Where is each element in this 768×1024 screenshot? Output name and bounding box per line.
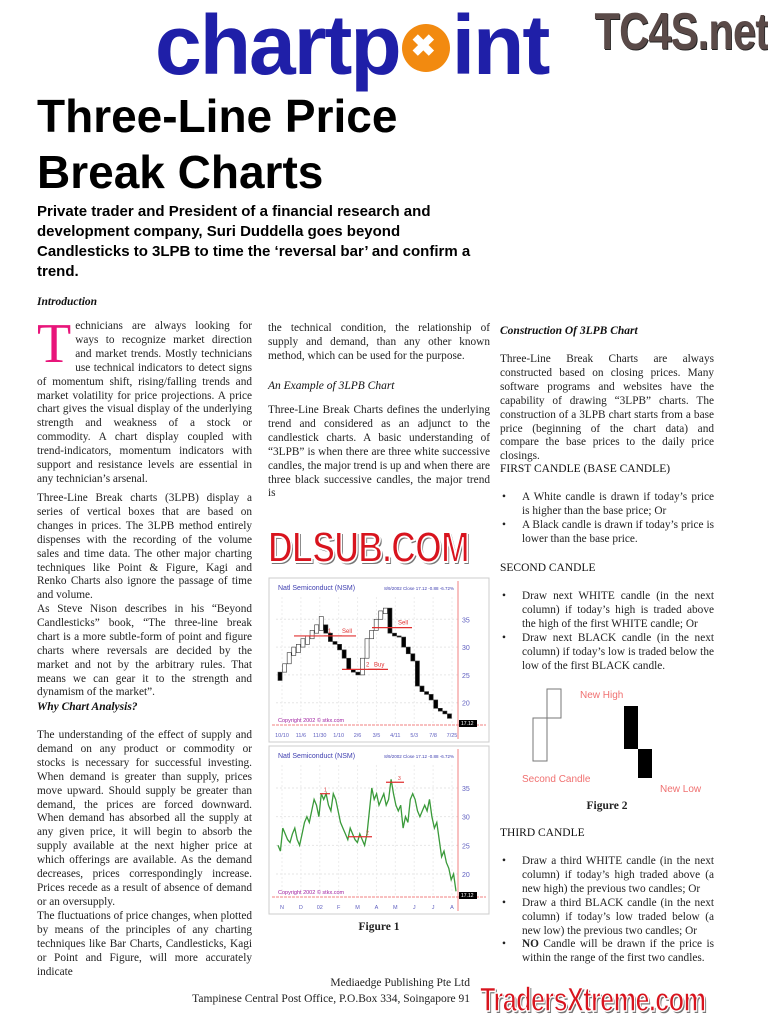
- drop-cap: T: [37, 313, 72, 375]
- brick-black: [397, 636, 401, 637]
- logo-o-icon: [402, 24, 450, 72]
- brick-white: [292, 647, 296, 655]
- chart-copyright: Copyright 2002 © stkx.com: [278, 718, 345, 724]
- chart-copyright: Copyright 2002 © stkx.com: [278, 890, 345, 896]
- signal-label: Sell: [398, 620, 409, 627]
- brick-black: [333, 642, 337, 645]
- figure1-caption: Figure 1: [358, 921, 400, 933]
- chart-info: 8/9/2002 Close 17.12 -0.88 -6.72%: [384, 586, 454, 591]
- watermark-top: TC4S.net: [594, 3, 768, 61]
- heading-text: SECOND CANDLE: [500, 562, 596, 574]
- paragraph-3lpb: [37, 492, 252, 603]
- brick-white: [374, 619, 378, 630]
- chartpoint-logo: chartp✖ int: [155, 0, 548, 90]
- x-tick-label: A: [374, 905, 379, 911]
- list-item: • Draw next WHITE candle (in the next column) if today’s high is traded above the high of the first WHITE candle; Or: [500, 590, 714, 632]
- second-candle-label: Second Candle: [522, 774, 591, 785]
- brick-black: [425, 692, 429, 695]
- brick-white: [370, 630, 374, 638]
- watermark-bottom: TradersXtreme.com: [480, 981, 706, 1019]
- watermark-mid: DLSUB.COM: [268, 523, 469, 572]
- item-text: Candle will be drawn if the price is within the range of the first two candles.: [522, 938, 714, 965]
- last-value-label: 17.12: [461, 721, 474, 727]
- paragraph-construction: [500, 353, 714, 464]
- brick-white: [301, 639, 305, 647]
- second-white-candle: [533, 718, 547, 761]
- paragraph-supply-demand: [37, 729, 252, 910]
- brick-black: [278, 672, 282, 680]
- x-tick-label: M: [355, 905, 360, 911]
- intro-paragraph: [37, 313, 252, 487]
- chart-info: 8/9/2002 Close 17.12 -0.88 -6.72%: [384, 754, 454, 759]
- brick-black: [338, 644, 342, 650]
- brick-white: [379, 611, 383, 619]
- brick-white: [383, 608, 387, 614]
- y-tick-label: 25: [462, 672, 470, 680]
- example-heading: [268, 380, 490, 394]
- list-item: [500, 938, 714, 966]
- black-candle: [624, 706, 638, 749]
- construction-heading: [500, 325, 714, 339]
- x-tick-label: 11/30: [313, 733, 327, 739]
- paragraph-text: As Steve Nison describes in his “Beyond Candlesticks” book, “The three-line break chart is a more subtle-form of point and figure charts where reversals are decided by the market and not by the arbitrary rules. That means we can gear it to the strength and dynamism of the market”.: [37, 603, 252, 699]
- signal-label: 2: [366, 830, 369, 837]
- x-tick-label: A: [450, 905, 454, 911]
- brick-black: [347, 658, 351, 669]
- brick-black: [388, 608, 392, 633]
- new-low-label: New Low: [660, 784, 702, 795]
- x-tick-label: 1/10: [333, 733, 345, 739]
- first-candle-heading: [500, 463, 714, 477]
- brick-black: [392, 633, 396, 636]
- paragraph-text: Three-Line Break Charts are always constructed based on closing prices. Many software programs and websites have the capability of drawing “3LPB” charts. The construction of a 3LPB chart starts from a base price (beginning of the chart data) and compare the base prices to the daily price closings.: [500, 353, 714, 463]
- brick-black: [411, 654, 415, 661]
- figure2-caption: Figure 2: [586, 800, 628, 812]
- heading-text: An Example of 3LPB Chart: [268, 380, 395, 392]
- x-tick-label: 02: [316, 905, 323, 911]
- footer-publisher: Mediaedge Publishing Pte Ltd: [330, 977, 470, 989]
- new-high-white-candle: [547, 689, 561, 718]
- article-subtitle: Private trader and President of a financial research and development company, Suri Duddella goes beyond Candlesticks to 3LPB to time the ‘reversal bar’ and confirm a trend.: [37, 203, 471, 280]
- paragraph-fluctuations: [37, 910, 252, 980]
- intro-heading: [37, 296, 252, 310]
- list-item: [500, 897, 714, 939]
- brick-black: [420, 686, 424, 692]
- brick-black: [356, 672, 360, 675]
- brick-white: [319, 616, 323, 630]
- brick-white: [360, 658, 364, 675]
- item-text: Draw a third WHITE candle (in the next column) if today’s high traded above (a new high) the previous two candles; Or: [522, 855, 714, 895]
- brick-black: [434, 700, 438, 708]
- x-tick-label: 7/8: [429, 733, 437, 739]
- brick-white: [287, 653, 291, 664]
- item-bold: NO: [522, 938, 539, 951]
- paragraph-text: echnicians are always looking for ways to recognize market direction and market trends. Mostly technicians use technical indicators to detect signs of momentum shift, rising/falling trends and market volatility for price projections. A price chart gives the visual display of the underlying strength and weakness of a stock or commodity. A chart display coupled with trend-indicators, momentum indicators with support and resistance levels are essential in any technician’s arsenal.: [37, 320, 252, 485]
- y-tick-label: 20: [462, 872, 470, 880]
- brick-black: [402, 637, 406, 647]
- third-candle-heading: [500, 827, 714, 841]
- signal-label: 1: [328, 628, 332, 635]
- y-tick-label: 35: [462, 785, 470, 793]
- x-tick-label: 11/6: [295, 733, 307, 739]
- x-tick-label: 10/10: [275, 733, 289, 739]
- second-candle-list: [500, 590, 714, 673]
- title-line-1: Three-Line Price: [37, 90, 398, 142]
- why-heading: [37, 701, 252, 715]
- heading-text: Why Chart Analysis?: [37, 701, 138, 713]
- list-item: • A Black candle is drawn if today’s price is lower than the base price.: [500, 519, 714, 547]
- paragraph-text: the technical condition, the relationship of supply and demand, than any other known method, which can be used for the purpose.: [268, 322, 490, 362]
- heading-text: FIRST CANDLE (BASE CANDLE): [500, 463, 671, 475]
- heading-text: Introduction: [37, 296, 98, 308]
- new-low-black-candle: [638, 749, 652, 778]
- paragraph-continued: [268, 322, 490, 364]
- x-tick-label: 7/25: [446, 733, 458, 739]
- heading-text: Construction Of 3LPB Chart: [500, 325, 638, 337]
- x-tick-label: J: [412, 905, 416, 911]
- y-tick-label: 30: [462, 645, 470, 653]
- footer-address: Tampinese Central Post Office, P.O.Box 334, Soingapore 91: [192, 993, 470, 1005]
- x-tick-label: 5/3: [410, 733, 419, 739]
- list-item: [500, 855, 714, 897]
- title-line-2: Break Charts: [37, 146, 324, 198]
- x-tick-label: J: [431, 905, 435, 911]
- heading-text: THIRD CANDLE: [500, 827, 585, 839]
- list-item: • A White candle is drawn if today’s price is higher than the base price; Or: [500, 491, 714, 519]
- brick-white: [315, 625, 319, 633]
- x-tick-label: N: [280, 905, 284, 911]
- third-candle-list: [500, 855, 714, 966]
- signal-label: 3: [398, 776, 401, 783]
- brick-white: [365, 639, 369, 658]
- signal-label: Sell: [342, 628, 353, 635]
- brick-white: [283, 664, 287, 672]
- last-value-label: 17.12: [461, 893, 474, 899]
- x-tick-label: 4/11: [390, 733, 401, 739]
- y-tick-label: 20: [462, 700, 470, 708]
- brick-black: [447, 714, 451, 718]
- brick-black: [415, 661, 419, 686]
- brick-black: [406, 647, 410, 654]
- x-tick-label: M: [393, 905, 398, 911]
- x-tick-label: 2/6: [353, 733, 362, 739]
- brick-black: [342, 650, 346, 658]
- signal-label: 2: [366, 662, 370, 669]
- item-text: Draw a third BLACK candle (in the next column) if today’s low traded below (a new low) the previous two candles; Or: [522, 896, 714, 937]
- brick-white: [296, 644, 300, 652]
- paragraph-text: The understanding of the effect of supply and demand on any product or commodity or stocks is necessary for successful investing. When demand is greater than supply, prices move upward. Should supply be greater than demand, the prices are forced downward. When demand has absorbed all the supply at any given price, it will begin to absorb the supply available at the next higher price at which offerings are available. As the demand decreases, prices correspondingly increase. Prices recede as a result of absence of demand or an oversupply.: [37, 729, 252, 908]
- figure1-line-chart: [268, 745, 490, 915]
- x-tick-label: 3/5: [372, 733, 381, 739]
- paragraph-nison: [37, 603, 252, 700]
- second-candle-heading: [500, 562, 714, 576]
- new-high-label: New High: [580, 690, 624, 701]
- figure2-diagram: [500, 684, 714, 796]
- paragraph-text: Three-Line Break Charts defines the underlying trend and considered as an adjunct to the candlestick charts. A basic understanding of “3LPB” is when there are three white successive candles, the major trend is up and when there are three black successive candles, the major trend is: [268, 404, 490, 500]
- signal-label: 1: [324, 787, 327, 794]
- x-tick-label: F: [336, 905, 341, 911]
- list-item: • Draw next BLACK candle (in the next column) if today’s low is traded below the low of the first BLACK candle.: [500, 632, 714, 674]
- x-tick-label: D: [298, 905, 303, 911]
- paragraph-text: Three-Line Break charts (3LPB) display a series of vertical boxes that are based on changes in prices. The 3LPB method entirely dispenses with the recording of the volume sales and time data. The other major charting techniques like Point & Figure, Kagi and Renko Charts also ignore the passage of time and volume.: [37, 492, 252, 602]
- signal-label: Buy: [374, 662, 385, 669]
- chart-title: Natl Semiconduct (NSM): [278, 585, 356, 592]
- chart-title: Natl Semiconduct (NSM): [278, 753, 356, 760]
- brick-white: [310, 630, 314, 638]
- brick-black: [438, 708, 442, 711]
- y-tick-label: 35: [462, 617, 470, 625]
- article-title: [37, 88, 397, 200]
- brick-black: [443, 711, 447, 714]
- paragraph-example: [268, 404, 490, 501]
- paragraph-text: The fluctuations of price changes, when plotted by means of the principles of any charting techniques like Bar Charts, Candlesticks, Kagi or Point and Figure, will more accurately indicate: [37, 910, 252, 978]
- brick-black: [429, 694, 433, 700]
- first-candle-list: [500, 491, 714, 547]
- figure1-3lpb-chart: [268, 577, 490, 743]
- y-tick-label: 25: [462, 843, 470, 851]
- brick-white: [305, 636, 309, 644]
- y-tick-label: 30: [462, 814, 470, 822]
